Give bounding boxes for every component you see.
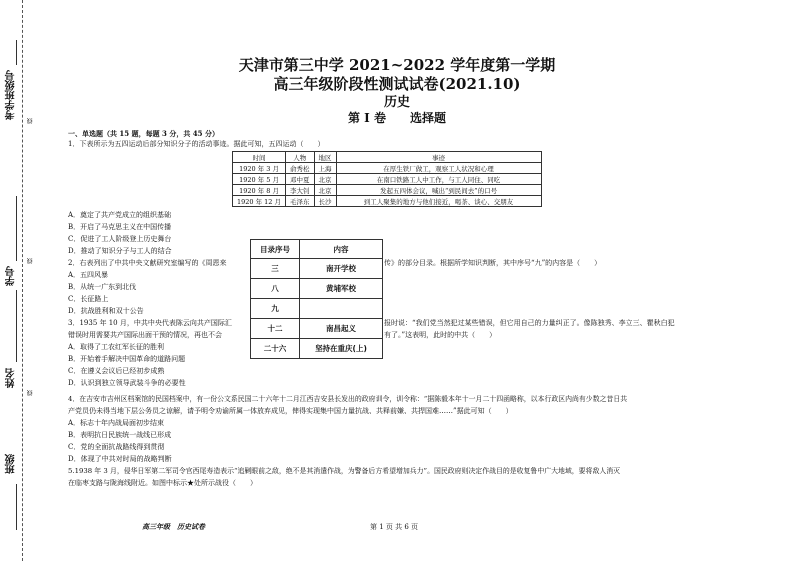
q3-option-d: D．认识到独立领导武装斗争的必要性: [68, 379, 186, 387]
q2-stem-right: 传》的部分目录。根据所学知识判断，其中序号“九”的内容是（ ）: [384, 259, 602, 267]
table-row: [251, 319, 383, 339]
q1-col-time: 时间: [233, 152, 286, 163]
q2-col-number: 目录序号: [251, 240, 300, 259]
q4-option-b: B．表明抗日民族统一战线已形成: [68, 431, 172, 439]
exam-title-line2: 高三年级阶段性测试试卷(2021.10): [273, 75, 521, 93]
table-cell: 八: [251, 279, 300, 299]
table-cell: 1920 年 12 月: [233, 196, 286, 207]
q1-table-header: [233, 152, 542, 163]
q1-table: [232, 151, 542, 207]
q4-option-a: A．标志十年内战局面初步结束: [68, 419, 165, 427]
table-row: [251, 279, 383, 299]
table-cell: 北京: [314, 185, 336, 196]
q4-line2: 产党员仍未得当地下层公务员之谅解，请予明令劝谕所属一体放弃成见，俾得实现集中国力量抗战、共释前嫌、共捍国难……”据此可知（ ）: [68, 407, 513, 415]
q3-line1-left: 3．1935 年 10 月，中共中央代表陈云向共产国际汇: [68, 319, 232, 327]
q1-col-person: 人物: [286, 152, 315, 163]
q4-option-d: D．体现了中共对时局的战略判断: [68, 455, 172, 463]
q1-option-d: D．推动了知识分子与工人的结合: [68, 247, 172, 255]
q1-option-b: B．开启了马克思主义在中国传播: [68, 223, 172, 231]
table-cell: 九: [251, 299, 300, 319]
q1-option-c: C．促进了工人阶级登上历史舞台: [68, 235, 172, 243]
table-cell: 邓中夏: [286, 174, 315, 185]
q3-line1-right: 报时说：“我们党当然犯过某些错误，但它用自己的力量纠正了。像陈独秀、李立三、瞿秋白犯: [384, 319, 675, 327]
table-cell: 1920 年 3 月: [233, 163, 286, 174]
table-cell: 1920 年 5 月: [233, 174, 286, 185]
class-label: 班级: [6, 454, 17, 474]
q2-option-b: B．从统一广东到北伐: [68, 283, 137, 291]
footer-page-number: 第 1 页 共 6 页: [370, 523, 419, 531]
q1-stem: 1．下表所示为五四运动后部分知识分子的活动事迹。据此可知，五四运动（ ）: [68, 140, 325, 148]
q3-line2-left: 错误时用需要共产国际出面干预的情况，再也不会: [68, 331, 222, 339]
q4-option-c: C．党的全面抗战路线得到贯彻: [68, 443, 165, 451]
name-blank: [16, 290, 17, 362]
table-cell: 毛泽东: [286, 196, 315, 207]
q2-col-content: 内容: [300, 240, 383, 259]
part1-heading: 一、单选题（共 15 题，每题 3 分，共 45 分）: [68, 129, 219, 138]
q3-option-b: B．开始着手解决中国革命的道路问题: [68, 355, 186, 363]
table-cell: 北京: [314, 174, 336, 185]
q2-option-c: C．长征路上: [68, 295, 109, 303]
q4-line1: 4．在吉安市吉州区档案馆的民国档案中，有一份公文系民国二十六年十二月江西吉安县长发出的政府训令，训令称：“据陈毅本年十一月二十四函略称，以本行政区内尚有少数之昔日共: [68, 395, 628, 403]
table-cell: 在厚生铁厂做工，观察工人状况和心理: [336, 163, 541, 174]
seat-label: 学号: [6, 266, 17, 286]
q1-option-a: A．奠定了共产党成立的组织基础: [68, 211, 172, 219]
table-cell: 俞秀松: [286, 163, 315, 174]
line-mark-3: 线: [27, 390, 34, 396]
table-row: [251, 299, 383, 319]
q3-option-a: A．取得了工农红军长征的胜利: [68, 343, 165, 351]
q2-table-header: [251, 240, 383, 259]
table-cell: 黄埔军校: [300, 279, 383, 299]
table-row: [233, 163, 542, 174]
table-cell: 1920 年 8 月: [233, 185, 286, 196]
table-cell: 长沙: [314, 196, 336, 207]
table-row: [233, 196, 542, 207]
q2-option-a: A．五四风暴: [68, 271, 109, 279]
line-mark-2: 线: [27, 258, 34, 264]
table-row: [251, 339, 383, 359]
q5-line1: 5.1938 年 3 月，侵华日军第二军司令官西尾寿造表示“追剿眼前之敌，绝不是其消遣作战，为警备后方希望增加兵力”。国民政府则决定作战目的是收复鲁中广大地域，要将敌人消灭: [68, 467, 621, 475]
table-cell: 发起五四体会议，喊出“到民间去”的口号: [336, 185, 541, 196]
table-cell: [300, 299, 383, 319]
q1-col-region: 地区: [314, 152, 336, 163]
q2-toc-table: [250, 239, 383, 359]
table-cell: 坚持在重庆(上): [300, 339, 383, 359]
table-row: [251, 259, 383, 279]
table-cell: 李大钊: [286, 185, 315, 196]
table-cell: 十二: [251, 319, 300, 339]
q1-col-deed: 事迹: [336, 152, 541, 163]
seat-blank: [16, 196, 17, 261]
table-cell: 上海: [314, 163, 336, 174]
q2-option-d: D．抗战胜利和双十公告: [68, 307, 144, 315]
q3-option-c: C．在遵义会议后已经初步成熟: [68, 367, 165, 375]
class-blank: [16, 484, 17, 530]
table-row: [233, 185, 542, 196]
section-title: 第 I 卷 选择题: [348, 111, 446, 125]
exam-title-line1: 天津市第三中学 2021~2022 学年度第一学期: [238, 56, 556, 74]
table-cell: 南开学校: [300, 259, 383, 279]
name-label: 姓名: [6, 368, 17, 388]
table-cell: 到工人聚集的地方与他们接近，喝茶、谈心、交朋友: [336, 196, 541, 207]
q5-line2: 在临枣支路与陇海线附近。如图中标示★处所示战役（ ）: [68, 479, 257, 487]
q2-stem-left: 2．右表列出了中共中央文献研究室编写的《周恩来: [68, 259, 227, 267]
table-cell: 二十六: [251, 339, 300, 359]
q3-line2-right: 有了。”这表明，此时的中共（ ）: [384, 331, 497, 339]
student-id-label: 考学班级号: [6, 70, 17, 120]
table-cell: 南昌起义: [300, 319, 383, 339]
table-row: [233, 174, 542, 185]
footer-course: 高三年级 历史试卷: [142, 522, 205, 531]
table-cell: 在南口铁路工人中工作，与工人同住、同吃: [336, 174, 541, 185]
table-cell: 三: [251, 259, 300, 279]
exam-subject: 历史: [383, 95, 410, 110]
line-mark: 线: [27, 118, 34, 124]
